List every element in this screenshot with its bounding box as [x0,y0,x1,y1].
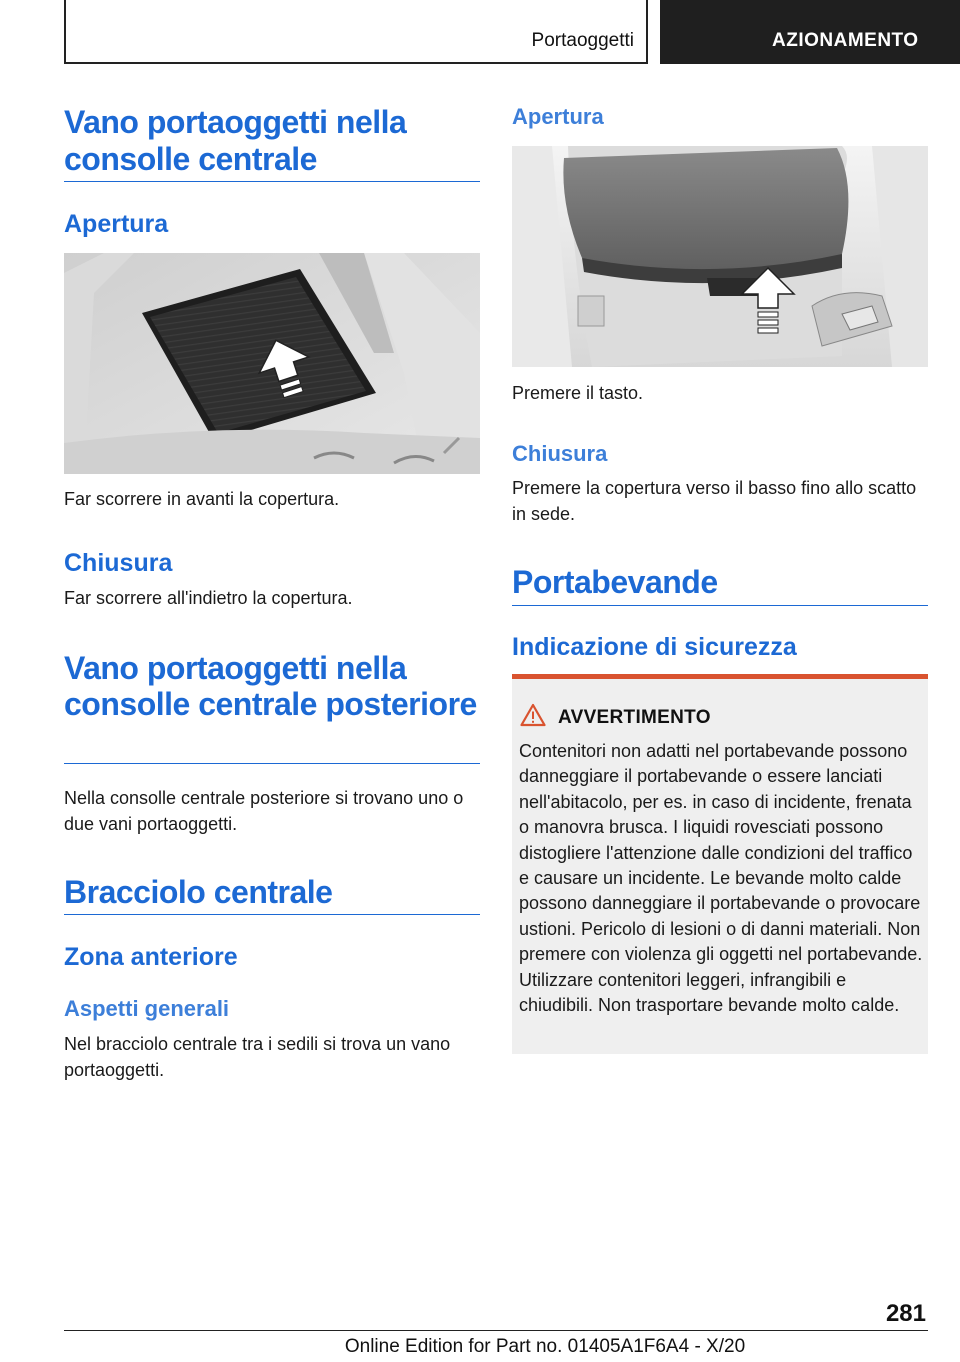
caption-premere-tasto: Premere il tasto. [512,383,644,403]
heading-rule [64,763,480,764]
console-storage-image [64,253,480,474]
subheading-apertura: Apertura [64,210,169,238]
warning-title: AVVERTIMENTO [558,707,711,728]
page-number: 281 [885,1300,926,1327]
subheading-aspetti-generali: Aspetti generali [64,996,230,1021]
text-chiusura: Far scorrere all'indietro la copertura. [64,588,353,608]
footer-rule [64,1330,928,1331]
warning-text: Contenitori non adatti nel portabevande possono danneggiare il portabevande o essere lanciati nell'abitacolo, per es. in caso di incidente, frenata o manovra brusca. I liquidi rovesciati possono distogliere l'attenzione dalle condizioni del traffico e causare un incidente. Le bevande molto calde possono danneggiare il portabevande o provocare ustioni. Pericolo di lesioni o di danni materiali. Non premere con violenza gli oggetti nel portabevande. Utilizzare contenitori leggeri, infrangibili e chiudibili. Non trasportare bevande molto calde. [519,741,923,1016]
subheading-chiusura-bracciolo: Chiusura [512,441,608,466]
armrest-image [512,146,928,367]
footer-edition: Online Edition for Part no. 01405A1F6A4 - X/20 [344,1336,746,1357]
heading-rule [64,181,480,182]
warning-box [512,674,928,1054]
text-consolle-posteriore: Nella consolle centrale posteriore si trovano uno o due vani portaoggetti. [64,788,464,834]
header-chapter-tab[interactable]: AZIONAMENTO [660,0,960,64]
caption-apertura: Far scorrere in avanti la copertura. [64,489,340,509]
header-section-title: Portaoggetti [531,30,634,51]
heading-vano-consolle-centrale: Vano portaoggetti nella consolle centrale [64,104,407,177]
heading-portabevande: Portabevande [512,564,718,600]
text-aspetti-generali: Nel bracciolo centrale tra i sedili si trova un vano portaoggetti. [64,1034,451,1080]
heading-vano-consolle-posteriore: Vano portaoggetti nella consolle centrale posteriore [64,650,477,722]
header-section-box [64,0,648,64]
subheading-apertura-bracciolo: Apertura [512,104,604,129]
warning-triangle-icon [520,703,546,727]
subheading-indicazione-sicurezza: Indicazione di sicurezza [512,633,797,661]
heading-rule [512,605,928,606]
subheading-zona-anteriore: Zona anteriore [64,943,238,971]
subheading-chiusura: Chiusura [64,549,173,577]
heading-rule [64,914,480,915]
heading-bracciolo-centrale: Bracciolo centrale [64,874,333,910]
text-chiusura-bracciolo: Premere la copertura verso il basso fino allo scatto in sede. [512,478,917,524]
